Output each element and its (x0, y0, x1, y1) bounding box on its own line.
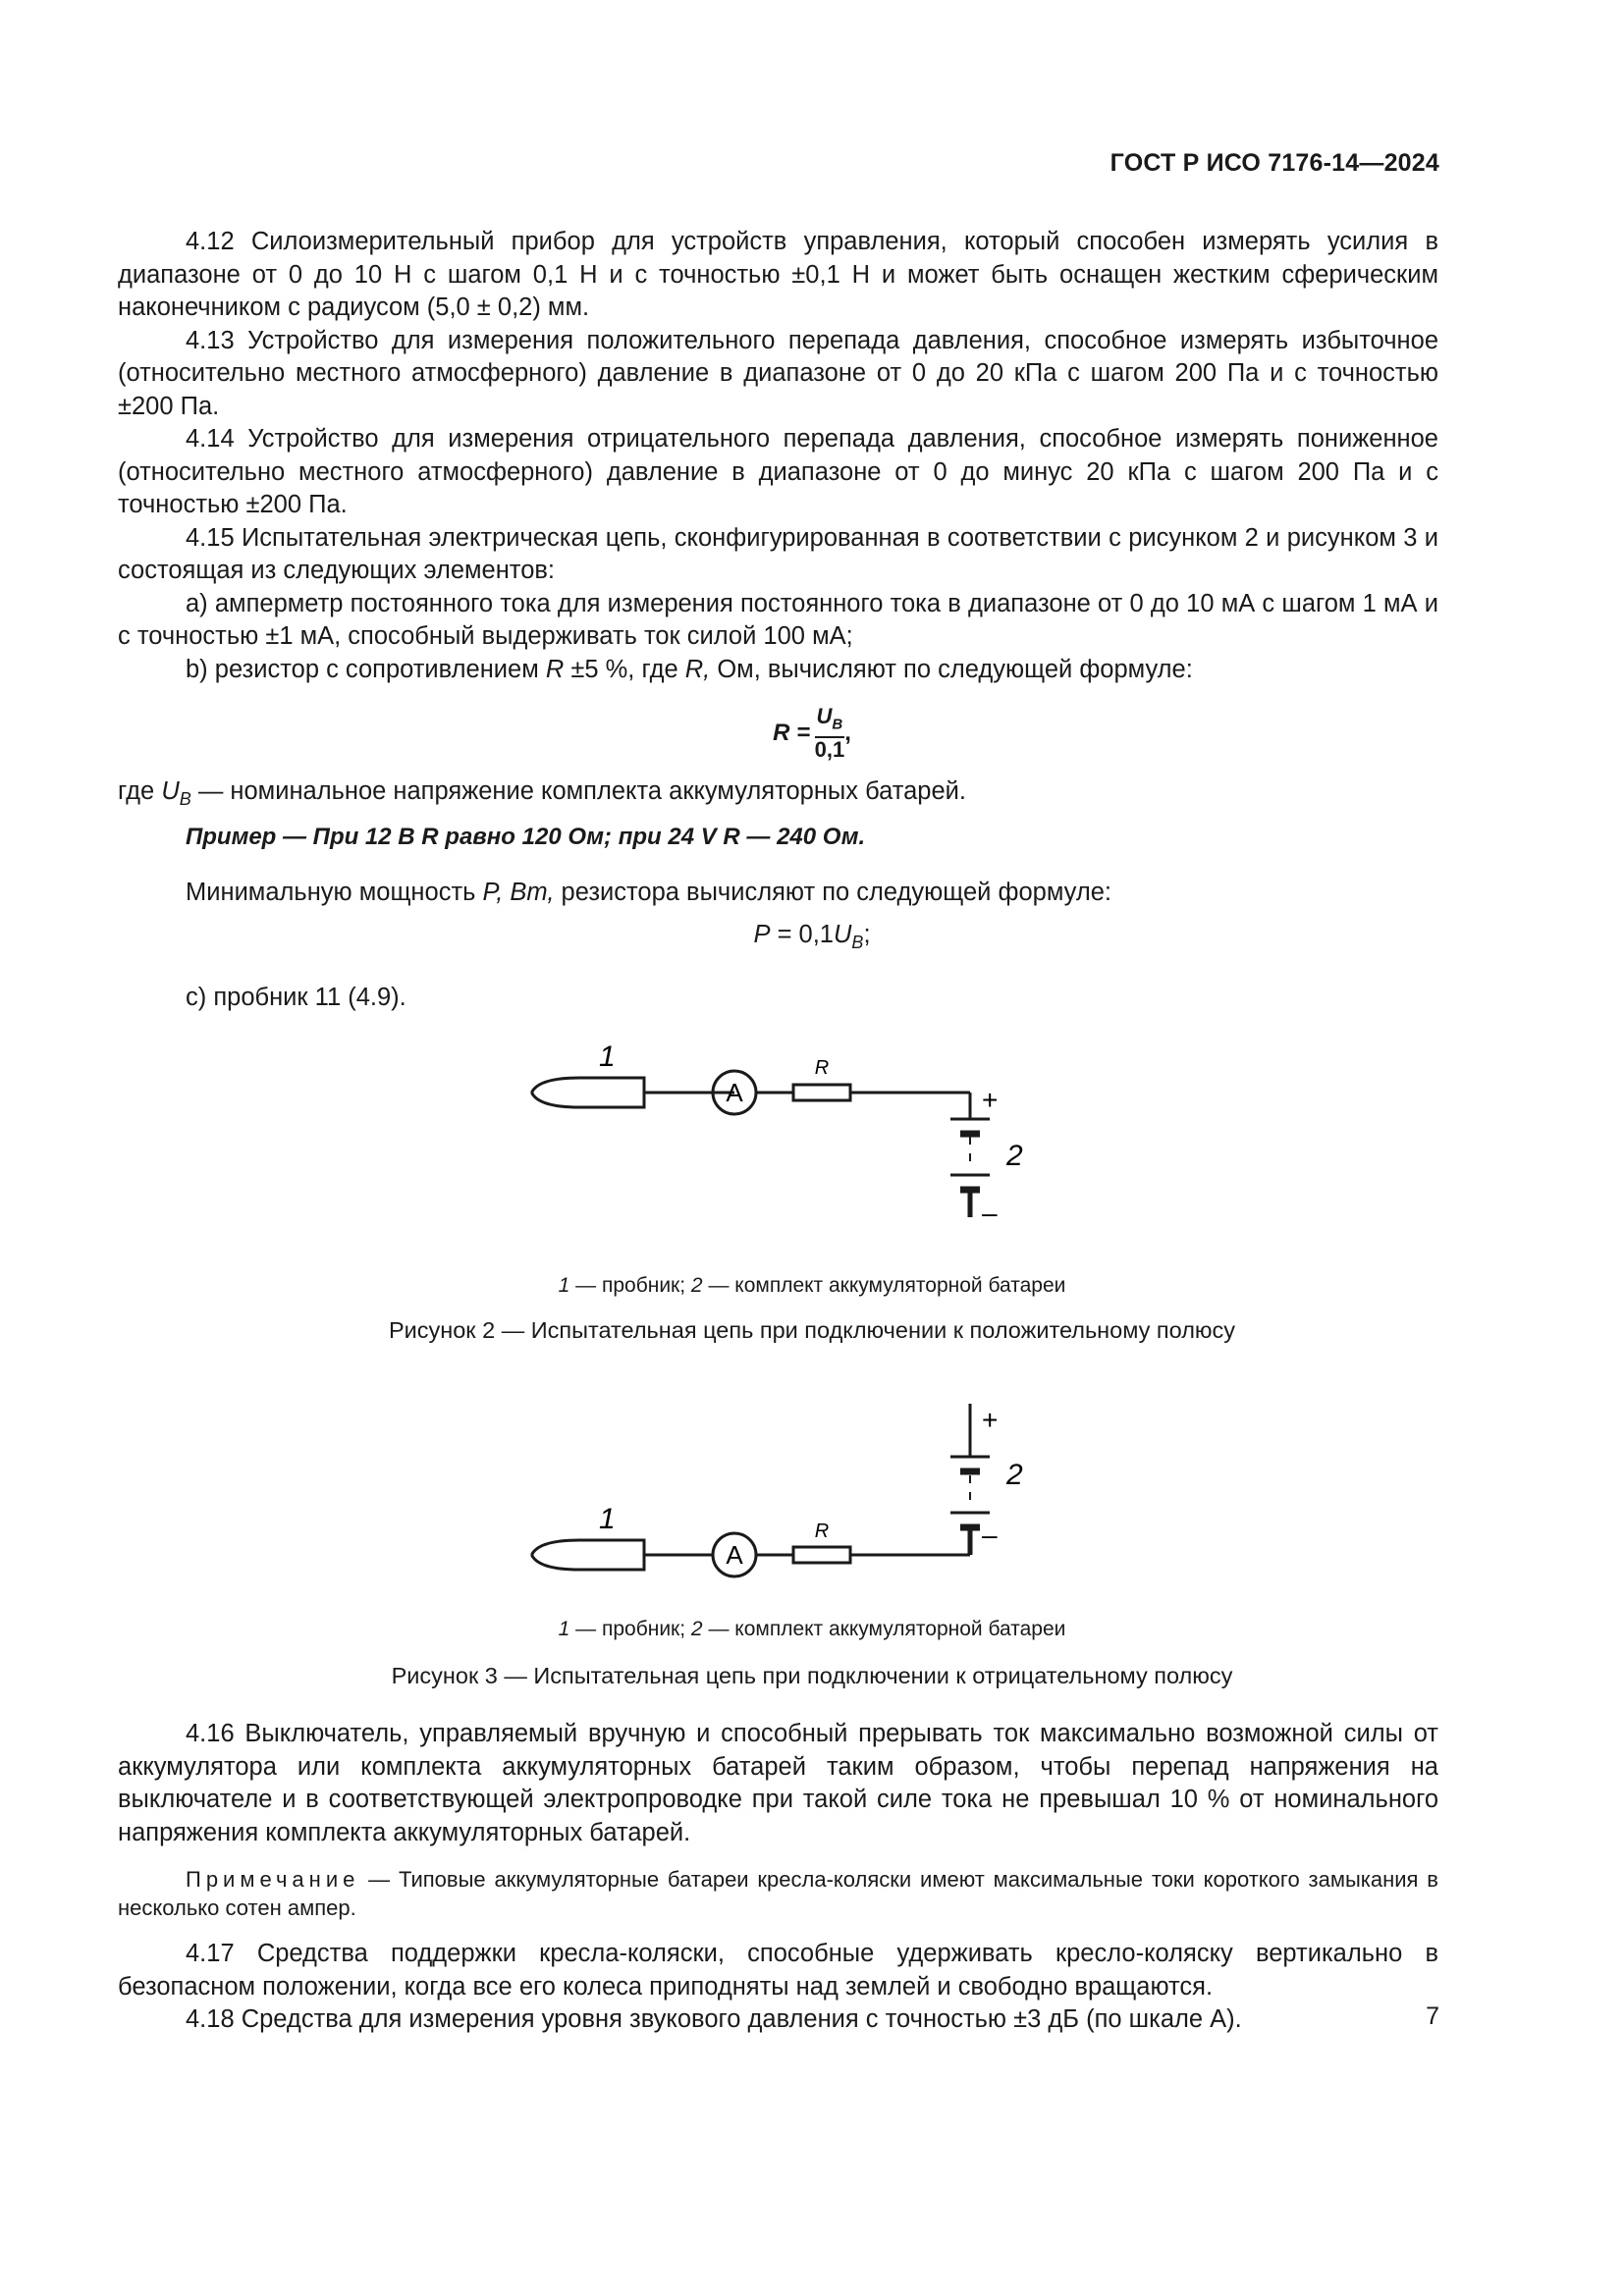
power-pre: Минимальную мощность (186, 879, 483, 907)
paragraph-4-17: 4.17 Средства поддержки кресла-коляски, способные удерживать кресло-коляску вертикально в безопасном положении, когда все его колеса приподняты над землей и свободно вращаются. (118, 1940, 1438, 2001)
fig2-legend-n2: 2 (690, 1274, 703, 1297)
fig3-legend-n1: 1 (558, 1618, 570, 1640)
power-var: P, Вт, (482, 879, 555, 907)
fig2-label-probe: 1 (599, 1041, 616, 1073)
text-block-item-c (118, 982, 1438, 1015)
fig3-label-plus: + (982, 1405, 999, 1435)
paragraph-4-13: 4.13 Устройство для измерения положительного перепада давления, способное измерять избыточное (относительно местного атмосферного) давление в диапазоне от 0 до 20 кПа с шагом 200 Па и с точностью ±200 Па. (118, 326, 1438, 420)
formula2-mid: = 0,1 (770, 921, 834, 948)
fig2-label-battery: 2 (1006, 1140, 1023, 1172)
figure-2-legend (0, 1274, 1624, 1298)
where-pre: где (118, 777, 162, 805)
paragraph-4-12: 4.12 Силоизмерительный прибор для устройств управления, который способен измерять усилия в диапазоне от 0 до 10 Н с шагом 0,1 Н и с точностью ±0,1 Н и может быть оснащен жестким сферическим наконечником с радиусом (5,0 ± 0,2) мм. (118, 228, 1438, 321)
fig3-legend-t2: — комплект аккумуляторной батареи (702, 1618, 1066, 1640)
paragraph-4-15: 4.15 Испытательная электрическая цепь, сконфигурированная в соответствии с рисунком 2 и рисунком 3 и состоящая из следующих элементов: (118, 523, 1438, 584)
document-header: ГОСТ Р ИСО 7176-14—2024 (1110, 149, 1439, 177)
paragraph-4-18: 4.18 Средства для измерения уровня звукового давления с точностью ±3 дБ (по шкале A). (186, 2005, 1242, 2033)
text-block-middle (118, 775, 1438, 910)
list-item-b-text: b) резистор с сопротивлением (186, 655, 546, 683)
note (118, 1865, 1438, 1922)
fig3-label-ammeter: A (726, 1540, 743, 1570)
probe-shape (532, 1078, 644, 1107)
formula2-p: P (753, 921, 771, 948)
fig2-label-resistor: R (814, 1057, 830, 1079)
list-item-b (118, 654, 1438, 687)
text-block-bottom (118, 1718, 1438, 2037)
formula-power (0, 921, 1624, 953)
note-label: Примечание (186, 1867, 360, 1892)
formula-fraction (815, 705, 845, 762)
where-post: — номинальное напряжение комплекта аккумуляторных батарей. (190, 777, 967, 805)
formula-num-var: U (816, 704, 833, 728)
formula-numerator (815, 705, 845, 738)
fig2-legend-t2: — комплект аккумуляторной батареи (702, 1274, 1066, 1297)
figure-3-circuit-diagram (520, 1394, 1031, 1590)
power-post: резистора вычисляют по следующей формуле: (554, 879, 1112, 907)
power-line (118, 877, 1438, 910)
formula-num-sub: B (832, 716, 843, 733)
list-item-a: a) амперметр постоянного тока для измерения постоянного тока в диапазоне от 0 до 10 мА с шагом 1 мА и с точностью ±1 мА, способный выдерживать ток силой 100 мА; (118, 589, 1438, 650)
probe-shape (532, 1540, 644, 1570)
fig2-label-plus: + (982, 1085, 999, 1115)
fig3-legend-n2: 2 (690, 1618, 703, 1640)
page-number: 7 (1426, 2002, 1439, 2030)
figure-3-legend (0, 1618, 1624, 1641)
example-line: Пример — При 12 В R равно 120 Ом; при 24 V R — 240 Ом. (186, 823, 866, 850)
formula-tail: , (844, 720, 851, 747)
formula-resistance (0, 705, 1624, 762)
fig2-label-ammeter: A (726, 1078, 743, 1107)
text-block-top (118, 226, 1438, 686)
fig3-label-resistor: R (814, 1521, 830, 1542)
var-r2: R, (684, 655, 711, 683)
fig3-legend-t1: — пробник; (569, 1618, 691, 1640)
list-item-b-text3: Ом, вычисляют по следующей формуле: (710, 655, 1193, 683)
where-line (118, 775, 1438, 817)
paragraph-4-14: 4.14 Устройство для измерения отрицательного перепада давления, способное измерять пониженное (относительно местного атмосферного) давление в диапазоне от 0 до минус 20 кПа с шагом 200 Па и с точностью ±200 Па. (118, 425, 1438, 518)
formula-denominator: 0,1 (814, 737, 845, 763)
list-item-c: c) пробник 11 (4.9). (186, 984, 406, 1011)
figure-2-circuit-diagram (520, 1031, 1031, 1247)
fig3-label-minus: – (982, 1520, 998, 1550)
where-sub: B (179, 789, 191, 810)
formula2-sub: B (851, 933, 864, 953)
figure-3-caption: Рисунок 3 — Испытательная цепь при подключении к отрицательному полюсу (391, 1663, 1233, 1688)
formula2-tail: ; (863, 921, 871, 948)
resistor-symbol (793, 1547, 850, 1563)
paragraph-4-16: 4.16 Выключатель, управляемый вручную и способный прерывать ток максимально возможной силы от аккумулятора или комплекта аккумуляторных батарей таким образом, чтобы перепад напряжения на выключателе и в соответствующей электропроводке при такой силе тока не превышал 10 % от номинального напряжения комплекта аккумуляторных батарей. (118, 1720, 1438, 1846)
where-u: U (161, 777, 180, 805)
fig2-legend-t1: — пробник; (569, 1274, 691, 1297)
var-r: R (545, 655, 565, 683)
fig2-legend-n1: 1 (558, 1274, 570, 1297)
list-item-b-text2: ±5 %, где (564, 655, 685, 683)
fig3-label-battery: 2 (1006, 1459, 1023, 1491)
fig3-label-probe: 1 (599, 1503, 616, 1535)
formula-lhs: R = (773, 720, 811, 747)
figure-2-caption: Рисунок 2 — Испытательная цепь при подключении к положительному полюсу (388, 1317, 1236, 1343)
resistor-symbol (793, 1085, 850, 1100)
formula2-u: U (834, 921, 852, 948)
fig2-label-minus: – (982, 1198, 998, 1228)
note-text: — Типовые аккумуляторные батареи кресла-коляски имеют максимальные токи короткого замыкания в несколько сотен ампер. (118, 1867, 1438, 1920)
